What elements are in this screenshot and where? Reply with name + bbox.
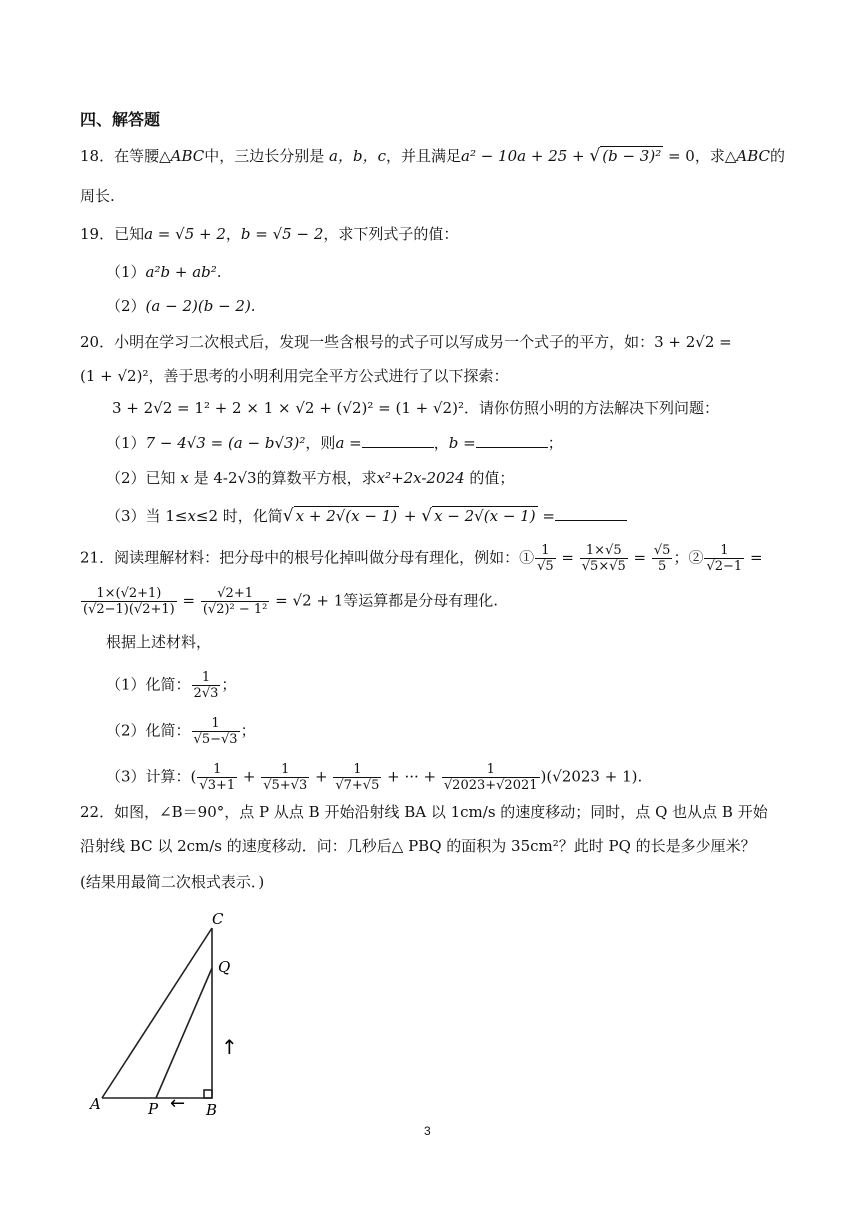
q21-part-2-fraction: [192, 716, 240, 747]
q21-text-d: 等运算都是分母有理化.: [343, 591, 499, 610]
q20-part-2-text-a: 已知: [145, 469, 181, 487]
q21-plus-1: +: [238, 767, 261, 786]
q19-part-2-expr: (a − 2)(b − 2).: [145, 297, 256, 315]
arrow-up-icon: ↑: [221, 1035, 238, 1059]
q21-text-b: ；②: [673, 548, 704, 567]
q21-part-2-end: ；: [240, 721, 256, 740]
q18-text-e: 的: [770, 147, 786, 165]
q21-t2-denominator: √5+√3: [263, 778, 308, 793]
q19-separator: ，: [225, 225, 241, 243]
q19-part-2-label: （2）: [106, 297, 146, 315]
q18-radicand: (b − 3)²: [602, 147, 662, 165]
q20-part-3: [106, 506, 627, 526]
q21-ex1-numerator: 1: [535, 543, 556, 559]
q21-ex2b-numerator: 1×(√2+1): [81, 586, 177, 602]
q19-part-1-expr: a²b + ab².: [145, 263, 222, 281]
q18-text-b: 中，三边长分别是: [204, 147, 330, 165]
q21-term-2: [261, 762, 309, 793]
q20-radicand-2: x − 2√(x − 1): [434, 507, 536, 525]
q20-part-1-b: b =: [448, 434, 476, 452]
q21-ex1c-numerator: √5: [653, 543, 671, 558]
q20-part-1: [106, 433, 563, 453]
q20-part-1-a: a =: [335, 434, 362, 452]
label-c: C: [212, 912, 224, 928]
q20-instruction: ．请你仿照小明的方法解决下列问题：: [463, 399, 719, 417]
q20-part-2-text-b: 是 4-2√3的算数平方根，求: [188, 469, 377, 487]
q20-part-2-text-d: 的值；: [464, 469, 515, 487]
q21-example-1c-fraction: [652, 543, 673, 574]
page-number: 3: [424, 1124, 431, 1138]
q21-t4-numerator: 1: [442, 762, 540, 778]
q21-part-2: [106, 716, 256, 747]
q20-part-1-comma: ，: [433, 434, 449, 452]
label-p: P: [148, 1100, 159, 1118]
q20-part-1-then: ，则: [305, 434, 336, 452]
question-18-line-2: 周长.: [80, 187, 115, 205]
triangle-figure: [84, 912, 264, 1122]
q21-term-3: [333, 762, 381, 793]
q21-p2-numerator: 1: [192, 716, 240, 732]
q20-part-2-label: （2）: [106, 469, 146, 487]
q20-plus: +: [399, 507, 422, 525]
q21-ex2-result: = √2 + 1: [270, 591, 344, 610]
label-b: B: [206, 1101, 218, 1119]
section-title: 四、解答题: [80, 110, 161, 129]
q19-part-1-label: （1）: [106, 263, 146, 281]
question-21-line-3: 根据上述材料，: [106, 633, 212, 651]
q21-part-3-end: )(√2023 + 1).: [540, 767, 643, 786]
q21-part-3-label: （3）计算：(: [106, 767, 197, 786]
q20-derivation: 3 + 2√2 = 1² + 2 × 1 × √2 + (√2)² = (1 + √2)²: [112, 399, 464, 417]
q21-ex1-equals-2: =: [628, 548, 651, 567]
q21-ex1b-numerator: 1×√5: [580, 543, 628, 559]
q21-t4-denominator: √2023+√2021: [443, 778, 538, 793]
q18-text-a: 18．在等腰△: [80, 147, 171, 165]
right-angle-mark: [204, 1090, 212, 1098]
q20-part-3-text-a: 当 1≤: [145, 507, 188, 525]
q21-example-1b-fraction: [580, 543, 628, 574]
q21-t2-numerator: 1: [261, 762, 309, 778]
q20-answer-b-blank[interactable]: [476, 433, 548, 448]
question-21-line-2: [80, 586, 498, 617]
arrow-left-icon: ←: [170, 1093, 186, 1114]
q18-vars: a，b，c: [329, 147, 386, 165]
q18-abc-2: ABC: [736, 147, 771, 165]
question-20-line-1: 20．小明在学习二次根式后，发现一些含根号的式子可以写成另一个式子的平方，如：3 + 2√2 =: [80, 333, 732, 351]
question-22-line-1: 22．如图，∠B＝90°，点 P 从点 B 开始沿射线 BA 以 1cm/s 的速度移动；同时，点 Q 也从点 B 开始: [80, 803, 768, 821]
q18-text-d: ，求△: [694, 147, 737, 165]
q21-example-1-fraction: [535, 543, 556, 574]
question-21-line-1: [80, 543, 763, 574]
q18-radical-sign: √: [589, 146, 601, 166]
q21-example-2-fraction: [704, 543, 744, 574]
q20-part-1-expr: 7 − 4√3 = (a − b√3)²: [145, 434, 306, 452]
q20-answer-a-blank[interactable]: [362, 433, 434, 448]
q20-equals: =: [537, 507, 555, 525]
q21-t3-denominator: √7+√5: [335, 778, 380, 793]
q21-term-4: [442, 762, 540, 793]
q21-ex2c-numerator: √2+1: [201, 586, 270, 602]
question-20-line-3: [112, 398, 719, 418]
q20-part-3-text-b: ≤2 时，化简: [195, 507, 283, 525]
q21-part-2-label: （2）化简：: [106, 721, 191, 740]
q21-part-1-end: ；: [221, 675, 237, 694]
q21-ex2c-denominator: (√2)² − 1²: [202, 602, 268, 617]
q20-part-1-semicolon: ；: [547, 434, 563, 452]
q20-part-1-label: （1）: [106, 434, 146, 452]
question-19-line-1: [80, 224, 458, 244]
q20-radical-sign-2: √: [421, 506, 433, 526]
q20-part-2-x: x: [180, 469, 189, 487]
q21-ex1c-denominator: 5: [658, 559, 667, 574]
question-18-line-1: [80, 146, 785, 166]
q21-ex2-denominator: √2−1: [706, 559, 743, 574]
q21-ex2-equals: =: [177, 591, 200, 610]
label-q: Q: [218, 958, 231, 976]
q20-answer-3-blank[interactable]: [555, 506, 627, 521]
q18-abc: ABC: [170, 147, 205, 165]
q21-part-1-fraction: [192, 670, 221, 701]
q18-equation: a² − 10a + 25 +: [461, 147, 590, 165]
q21-part-1-label: （1）化简：: [106, 675, 191, 694]
q21-part-1: [106, 670, 236, 701]
question-22-line-3: (结果用最简二次根式表示．): [80, 873, 265, 891]
q18-text-c: ，并且满足: [385, 147, 461, 165]
q21-term-1: [197, 762, 237, 793]
q21-t3-numerator: 1: [333, 762, 381, 778]
q20-part-2-expr: x²+2x-2024: [376, 469, 465, 487]
q21-dots: + ··· +: [382, 767, 441, 786]
q20-radicand-1: x + 2√(x − 1): [295, 507, 398, 525]
segment-pq: [156, 968, 212, 1098]
q19-a-definition: a = √5 + 2: [144, 225, 226, 243]
q21-t1-denominator: √3+1: [199, 778, 236, 793]
q21-text-a: 21．阅读理解材料：把分母中的根号化掉叫做分母有理化，例如：①: [80, 548, 535, 567]
q21-example-2b-fraction: [81, 586, 177, 617]
label-a: A: [90, 1095, 101, 1113]
q21-ex1-denominator: √5: [537, 559, 554, 574]
q20-radical-sign-1: √: [282, 506, 294, 526]
q21-p1-numerator: 1: [192, 670, 221, 686]
question-20-line-2: (1 + √2)²，善于思考的小明利用完全平方公式进行了以下探索：: [80, 367, 509, 385]
q19-part-2: [106, 296, 256, 316]
q21-p1-denominator: 2√3: [193, 686, 219, 701]
question-22-line-2: 沿射线 BC 以 2cm/s 的速度移动．问：几秒后△ PBQ 的面积为 35cm²？此时 PQ 的长是多少厘米？: [80, 837, 756, 855]
q19-part-1: [106, 262, 222, 282]
q21-p2-denominator: √5−√3: [193, 732, 238, 747]
q21-ex2b-denominator: (√2−1)(√2+1): [83, 602, 175, 617]
q19-text-b: ，求下列式子的值：: [323, 225, 459, 243]
q21-text-c: =: [745, 548, 763, 567]
q20-part-2: [106, 468, 514, 488]
q21-plus-2: +: [310, 767, 333, 786]
q20-part-3-label: （3）: [106, 507, 146, 525]
q20-part-3-x: x: [187, 507, 196, 525]
q21-ex1b-denominator: √5×√5: [581, 559, 626, 574]
q21-part-3: [106, 762, 642, 793]
q21-ex1-equals: =: [556, 548, 579, 567]
q18-equation-end: = 0: [663, 147, 695, 165]
q19-text-a: 19．已知: [80, 225, 145, 243]
q21-ex2-numerator: 1: [704, 543, 744, 559]
q19-b-definition: b = √5 − 2: [240, 225, 324, 243]
segment-ac: [102, 928, 212, 1098]
q21-t1-numerator: 1: [197, 762, 237, 778]
q21-example-2c-fraction: [201, 586, 270, 617]
